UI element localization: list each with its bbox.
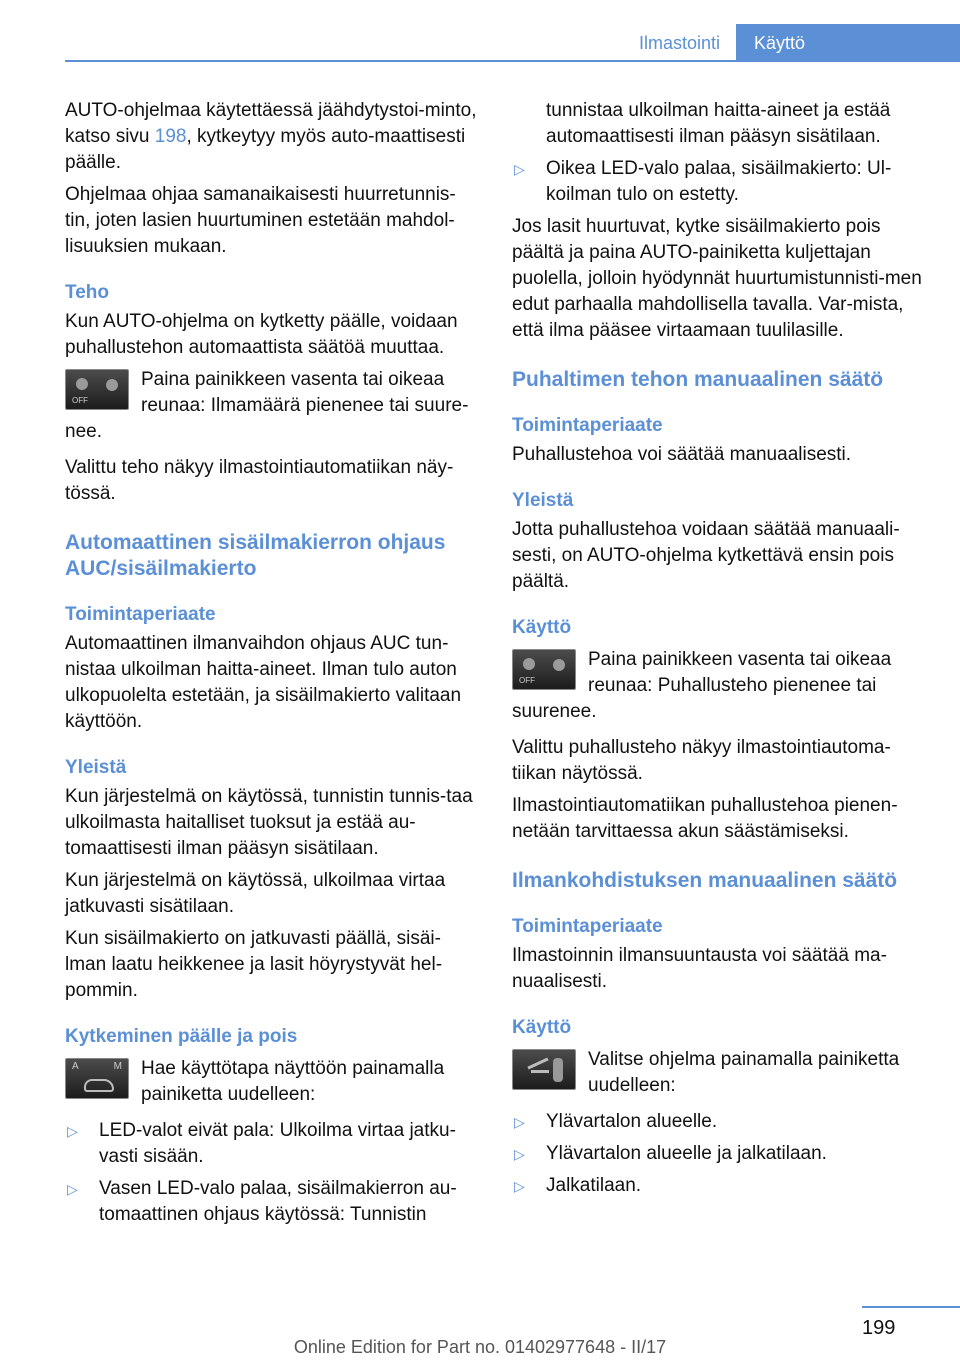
paragraph: Jotta puhallustehoa voidaan säätää manuaali-sesti, on AUTO-ohjelma kytkettävä ensin pois päältä. xyxy=(512,519,900,592)
fan-button-icon: OFF xyxy=(512,649,576,690)
paragraph: Ilmastointiautomatiikan puhallustehoa pienen-netään tarvittaessa akun säästämiseksi. xyxy=(512,795,898,842)
led-list-continued xyxy=(512,98,927,208)
icon-paragraph xyxy=(512,647,927,725)
recirculation-button-icon: A M xyxy=(65,1058,129,1099)
triangle-bullet-icon: ▷ xyxy=(67,1181,78,1197)
distribution-list xyxy=(512,1109,927,1199)
triangle-bullet-icon: ▷ xyxy=(514,1114,525,1130)
led-list xyxy=(65,1118,477,1228)
paragraph: Kun AUTO-ohjelma on kytketty päälle, voidaan puhallustehon automaattista säätöä muuttaa. xyxy=(65,311,458,358)
triangle-bullet-icon: ▷ xyxy=(67,1123,78,1139)
paragraph: Ohjelmaa ohjaa samanaikaisesti huurretunnis-tin, joten lasien huurtuminen estetään mahdol-lisuuksien mukaan. xyxy=(65,184,456,257)
heading-puhallin: Puhaltimen tehon manuaalinen säätö xyxy=(512,368,884,391)
heading-toimintaperiaate: Toimintaperiaate xyxy=(65,604,216,625)
icon-paragraph xyxy=(65,1056,477,1108)
icon-paragraph xyxy=(512,1047,927,1099)
heading-teho: Teho xyxy=(65,282,109,303)
paragraph: Kun järjestelmä on käytössä, tunnistin tunnis-taa ulkoilmasta haitalliset tuoksut ja estää au-tomaattisesti ilman pääsyn sisätilaan. xyxy=(65,786,473,859)
triangle-bullet-icon: ▷ xyxy=(514,1178,525,1194)
heading-ilmankohdistus: Ilmankohdistuksen manuaalinen säätö xyxy=(512,869,898,892)
heading-toimintaperiaate: Toimintaperiaate xyxy=(512,415,663,436)
fan-button-icon: OFF xyxy=(65,369,129,410)
page-link[interactable]: 198 xyxy=(154,126,187,147)
paragraph: Valittu puhallusteho näkyy ilmastointiautoma-tiikan näytössä. xyxy=(512,737,891,784)
icon-text: Paina painikkeen vasenta tai oikeaa reunaa: Puhallusteho pienenee tai suurenee. xyxy=(512,649,892,722)
paragraph: Kun sisäilmakierto on jatkuvasti päällä, sisäi-lman laatu heikkenee ja lasit höyrystyvät hel-pommin. xyxy=(65,928,443,1001)
list-item: ▷ Oikea LED-valo palaa, sisäilmakierto: Ul-koilman tulo on estetty. xyxy=(514,158,892,205)
page-number: 199 xyxy=(862,1317,896,1339)
paragraph: Valittu teho näkyy ilmastointiautomatiikan näy-tössä. xyxy=(65,457,454,504)
heading-yleista: Yleistä xyxy=(512,490,574,511)
heading-kaytto: Käyttö xyxy=(512,617,572,638)
header-section: Ilmastointi xyxy=(638,33,720,53)
icon-paragraph xyxy=(65,367,477,445)
paragraph: Jos lasit huurtuvat, kytke sisäilmakierto pois päältä ja paina AUTO-painiketta kuljettajan puolella, jolloin hyödynnät huurtumistunnisti-men edut parhaalla mahdollisella tavalla. Var-mista, että ilma pääsee virtaamaan tuulilasille. xyxy=(512,216,922,341)
footer-edition: Online Edition for Part no. 01402977648 - II/17 xyxy=(293,1337,667,1357)
list-item: ▷ Ylävartalon alueelle ja jalkatilaan. xyxy=(512,1141,927,1167)
list-item: ▷ Ylävartalon alueelle. xyxy=(512,1109,927,1135)
air-distribution-button-icon xyxy=(512,1049,576,1090)
paragraph: Kun järjestelmä on käytössä, ulkoilmaa virtaa jatkuvasti sisätilaan. xyxy=(65,870,446,917)
footer-rule xyxy=(862,1306,960,1308)
triangle-bullet-icon: ▷ xyxy=(514,1146,525,1162)
icon-text: Hae käyttötapa näyttöön painamalla painiketta uudelleen: xyxy=(141,1058,445,1105)
list-item-continued: tunnistaa ulkoilman haitta-aineet ja estää automaattisesti ilman pääsyn sisätilaan. xyxy=(546,100,891,147)
paragraph: Ilmastoinnin ilmansuuntausta voi säätää ma-nuaalisesti. xyxy=(512,945,887,992)
heading-kytkeminen: Kytkeminen päälle ja pois xyxy=(65,1026,298,1047)
paragraph: Puhallustehoa voi säätää manuaalisesti. xyxy=(512,444,852,465)
heading-kaytto: Käyttö xyxy=(512,1017,572,1038)
header-tab: Käyttö xyxy=(736,24,960,62)
paragraph: AUTO-ohjelmaa käytettäessä jäähdytystoi-minto, katso sivu 198, kytkeytyy myös auto-maattisesti päälle. xyxy=(65,100,477,173)
list-item: ▷ Jalkatilaan. xyxy=(512,1173,927,1199)
icon-text: Paina painikkeen vasenta tai oikeaa reunaa: Ilmamäärä pienenee tai suure-nee. xyxy=(65,369,469,442)
paragraph: Automaattinen ilmanvaihdon ohjaus AUC tun-nistaa ulkoilman haitta-aineet. Ilman tulo auton ulkopuolelta estetään, ja sisäilmakierto valitaan käyttöön. xyxy=(65,633,462,732)
list-item: ▷ LED-valot eivät pala: Ulkoilma virtaa jatku-vasti sisään. xyxy=(67,1120,456,1167)
triangle-bullet-icon: ▷ xyxy=(514,161,525,177)
right-column xyxy=(512,98,927,1205)
heading-yleista: Yleistä xyxy=(65,757,127,778)
icon-text: Valitse ohjelma painamalla painiketta uudelleen: xyxy=(588,1049,900,1096)
heading-auc: Automaattinen sisäilmakierron ohjaus AUC/sisäilmakierto xyxy=(65,531,446,580)
list-item: ▷ Vasen LED-valo palaa, sisäilmakierron au-tomaattinen ohjaus käytössä: Tunnistin xyxy=(67,1178,457,1225)
left-column xyxy=(65,98,477,1234)
heading-toimintaperiaate: Toimintaperiaate xyxy=(512,916,663,937)
